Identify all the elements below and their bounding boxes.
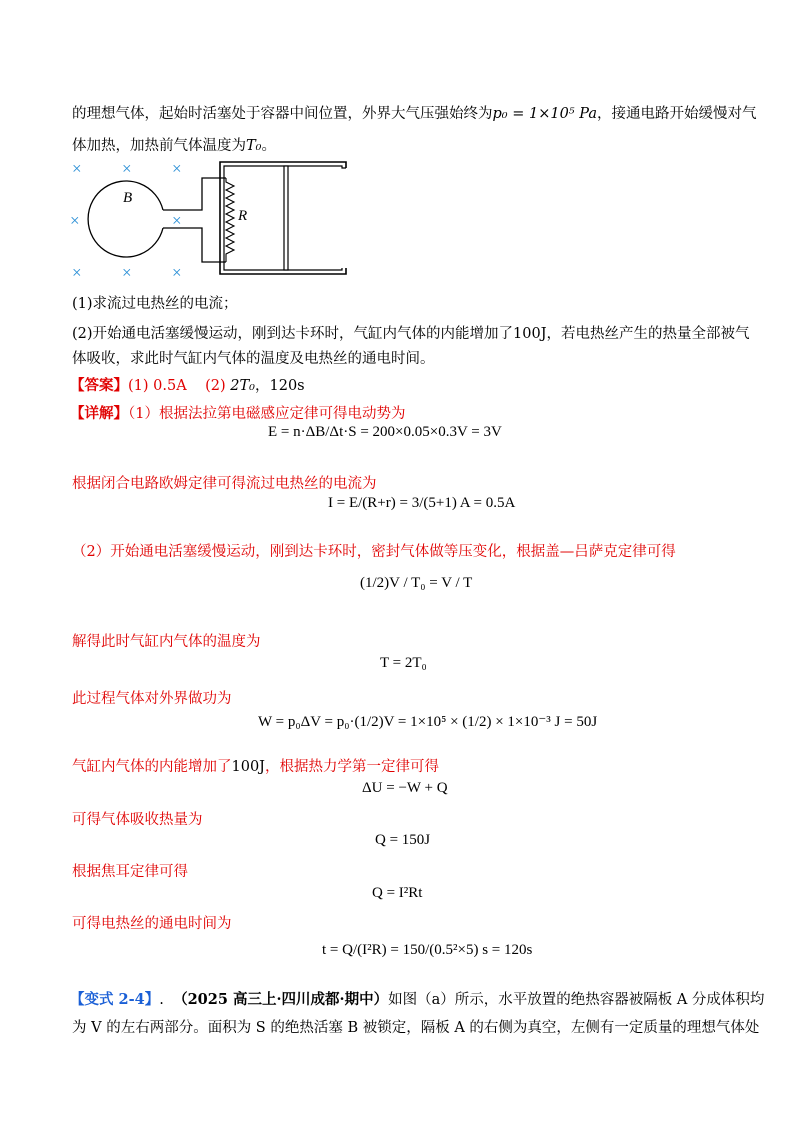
circuit-cylinder-figure <box>68 158 358 283</box>
temperature-symbol: T₀ <box>246 138 262 154</box>
equation-first-law: ΔU = −W + Q <box>362 780 448 796</box>
pressure-formula: p₀ = 1×10⁵ Pa <box>492 106 597 122</box>
field-cross-icon: × <box>172 159 182 178</box>
equation-joule: Q = I²Rt <box>372 885 423 901</box>
field-cross-icon: × <box>172 263 182 282</box>
equation-gay-lussac: (1/2)V / T₀ = V / T <box>360 575 473 591</box>
variant-line-2: 为 V 的左右两部分。面积为 S 的绝热活塞 B 被锁定，隔板 A 的右侧为真空，左侧有一定质量的理想气体处 <box>72 1020 760 1036</box>
field-cross-icon: × <box>72 263 82 282</box>
variant-line-1: 【变式 2-4】. （2025 高三上·四川成都·期中）如图（a）所示，水平放置的绝热容器被隔板 A 分成体积均 <box>70 991 765 1008</box>
field-cross-icon: × <box>172 211 182 230</box>
explain-line-8: 根据焦耳定律可得 <box>72 864 188 880</box>
explain-line-4: 解得此时气缸内气体的温度为 <box>72 634 261 650</box>
intro-line-1: 的理想气体，起始时活塞处于容器中间位置，外界大气压强始终为p₀ = 1×10⁵ Pa，接通电路开始缓慢对气 <box>72 106 757 122</box>
answer-line: 【答案】(1) 0.5A (2) 2T₀，120s <box>70 377 305 394</box>
answer-tag: 【答案】 <box>70 377 128 394</box>
equation-temperature: T = 2T₀ <box>380 655 427 671</box>
equation-heat: Q = 150J <box>375 832 431 848</box>
explain-line-5: 此过程气体对外界做功为 <box>72 691 232 707</box>
field-cross-icon: × <box>72 159 82 178</box>
field-cross-icon: × <box>122 159 132 178</box>
question-2-line-2: 体吸收，求此时气缸内气体的温度及电热丝的通电时间。 <box>72 351 435 367</box>
field-cross-icon: × <box>122 263 132 282</box>
equation-emf: E = n·ΔB/Δt·S = 200×0.05×0.3V = 3V <box>268 424 502 440</box>
equation-current: I = E/(R+r) = 3/(5+1) A = 0.5A <box>328 495 516 511</box>
question-1: (1)求流过电热丝的电流； <box>72 296 238 312</box>
variant-tag: 【变式 2-4】 <box>70 991 160 1008</box>
explain-line-6: 气缸内气体的内能增加了100J，根据热力学第一定律可得 <box>72 759 439 775</box>
label-B: B <box>123 190 133 206</box>
explain-line-7: 可得气体吸收热量为 <box>72 812 203 828</box>
intro-line-2: 体加热，加热前气体温度为T₀。 <box>72 138 276 154</box>
explain-line-2: 根据闭合电路欧姆定律可得流过电热丝的电流为 <box>72 476 377 492</box>
explain-line-1: 【详解】（1）根据法拉第电磁感应定律可得电动势为 <box>70 405 406 422</box>
explain-tag: 【详解】 <box>70 405 128 422</box>
equation-work: W = p₀ΔV = p₀·(1/2)V = 1×10⁵ × (1/2) × 1×10⁻³ J = 50J <box>258 714 598 730</box>
question-2-line-1: (2)开始通电活塞缓慢运动，刚到达卡环时，气缸内气体的内能增加了100J，若电热丝产生的热量全部被气 <box>72 326 750 342</box>
piston <box>284 166 288 270</box>
field-cross-icon: × <box>70 211 80 230</box>
equation-time: t = Q/(I²R) = 150/(0.5²×5) s = 120s <box>322 942 533 958</box>
heater-resistor <box>226 178 234 262</box>
explain-line-9: 可得电热丝的通电时间为 <box>72 916 232 932</box>
explain-line-3: （2）开始通电活塞缓慢运动，刚到达卡环时，密封气体做等压变化，根据盖—吕萨克定律可得 <box>72 544 676 560</box>
label-R: R <box>238 208 248 224</box>
